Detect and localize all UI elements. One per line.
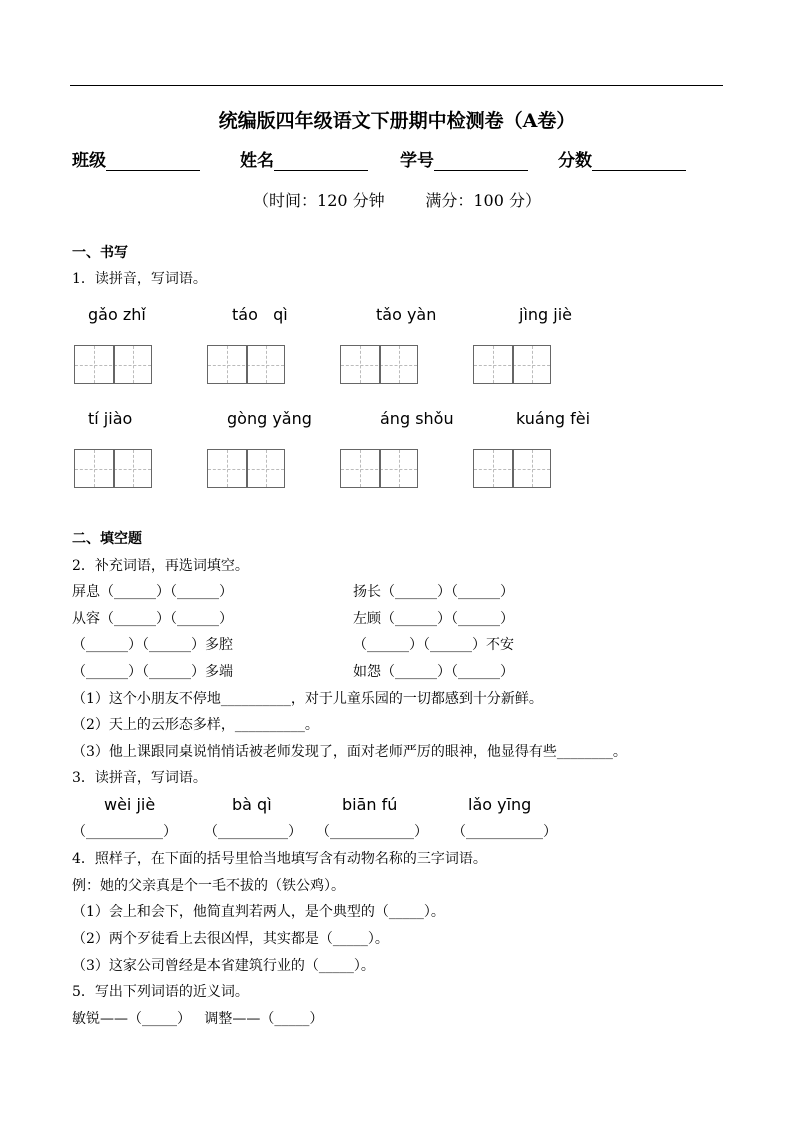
fill-item[interactable]: 从容（______）（______） (72, 611, 233, 627)
pinyin-label: wèi jiè (104, 795, 156, 814)
section-1-heading: 一、书写 (72, 245, 128, 261)
fill-sentence[interactable]: （2）两个歹徒看上去很凶悍，其实都是（_____）。 (72, 931, 389, 947)
fill-item[interactable]: 屏息（______）（______） (72, 584, 233, 600)
id-field[interactable] (400, 146, 528, 171)
fill-sentence[interactable]: （1）这个小朋友不停地__________，对于儿童乐园的一切都感到十分新鲜。 (72, 691, 543, 707)
name-blank[interactable] (274, 152, 368, 171)
q4-prompt: 4．照样子，在下面的括号里恰当地填写含有动物名称的三字词语。 (72, 851, 487, 867)
id-label: 学号 (400, 151, 434, 171)
fill-sentence[interactable]: （2）天上的云形态多样，__________。 (72, 717, 319, 733)
pinyin-label: bà qì (232, 795, 272, 814)
pinyin-label: tí jiào (88, 409, 133, 428)
writing-grid[interactable] (207, 449, 285, 488)
fill-item[interactable]: 敏锐——（_____） 调整——（_____） (72, 1011, 324, 1027)
page-title: 统编版四年级语文下册期中检测卷（A卷） (218, 110, 576, 132)
writing-grid[interactable] (340, 345, 418, 384)
answer-blank[interactable]: （___________） (72, 824, 177, 840)
class-blank[interactable] (106, 152, 200, 171)
q1-prompt: 1．读拼音，写词语。 (72, 271, 207, 287)
id-blank[interactable] (434, 152, 528, 171)
fill-item[interactable]: 如怨（______）（______） (353, 664, 514, 680)
score-label: 分数 (558, 151, 592, 171)
writing-grid[interactable] (473, 449, 551, 488)
score-field[interactable] (558, 146, 686, 171)
name-label: 姓名 (240, 151, 274, 171)
class-label: 班级 (72, 151, 106, 171)
time-info: （时间：120 分钟 满分：100 分） (253, 191, 541, 210)
pinyin-label: kuáng fèi (516, 409, 591, 428)
pinyin-label: biān fú (342, 795, 398, 814)
pinyin-label: táo qì (232, 305, 288, 324)
fill-sentence[interactable]: （3）这家公司曾经是本省建筑行业的（_____）。 (72, 958, 375, 974)
q4-example: 例：她的父亲真是个一毛不拔的（铁公鸡）。 (72, 878, 345, 894)
writing-grid[interactable] (473, 345, 551, 384)
q5-prompt: 5．写出下列词语的近义词。 (72, 984, 249, 1000)
answer-blank[interactable]: （___________） (452, 824, 557, 840)
writing-grid[interactable] (74, 345, 152, 384)
top-rule (70, 85, 723, 86)
section-2-heading: 二、填空题 (72, 531, 142, 547)
score-blank[interactable] (592, 152, 686, 171)
writing-grid[interactable] (207, 345, 285, 384)
fill-item[interactable]: （______）（______）多端 (72, 664, 233, 680)
answer-blank[interactable]: （____________） (316, 824, 428, 840)
fill-item[interactable]: （______）（______）多腔 (72, 637, 233, 653)
pinyin-label: áng shǒu (380, 409, 454, 428)
q2-prompt: 2．补充词语，再选词填空。 (72, 558, 249, 574)
q3-prompt: 3．读拼音，写词语。 (72, 770, 207, 786)
pinyin-label: lǎo yīng (468, 795, 532, 814)
writing-grid[interactable] (74, 449, 152, 488)
fill-sentence[interactable]: （1）会上和会下，他简直判若两人，是个典型的（_____）。 (72, 904, 445, 920)
fill-item[interactable]: （______）（______）不安 (353, 637, 514, 653)
pinyin-label: gǎo zhǐ (88, 305, 146, 324)
answer-blank[interactable]: （__________） (204, 824, 302, 840)
pinyin-label: jìng jiè (519, 305, 573, 324)
name-field[interactable] (240, 146, 368, 171)
pinyin-label: gòng yǎng (227, 409, 312, 428)
writing-grid[interactable] (340, 449, 418, 488)
pinyin-label: tǎo yàn (376, 305, 437, 324)
fill-item[interactable]: 扬长（______）（______） (353, 584, 514, 600)
fill-sentence[interactable]: （3）他上课跟同桌说悄悄话被老师发现了，面对老师严厉的眼神，他显得有些________。 (72, 744, 627, 760)
class-field[interactable] (72, 146, 200, 171)
fill-item[interactable]: 左顾（______）（______） (353, 611, 514, 627)
